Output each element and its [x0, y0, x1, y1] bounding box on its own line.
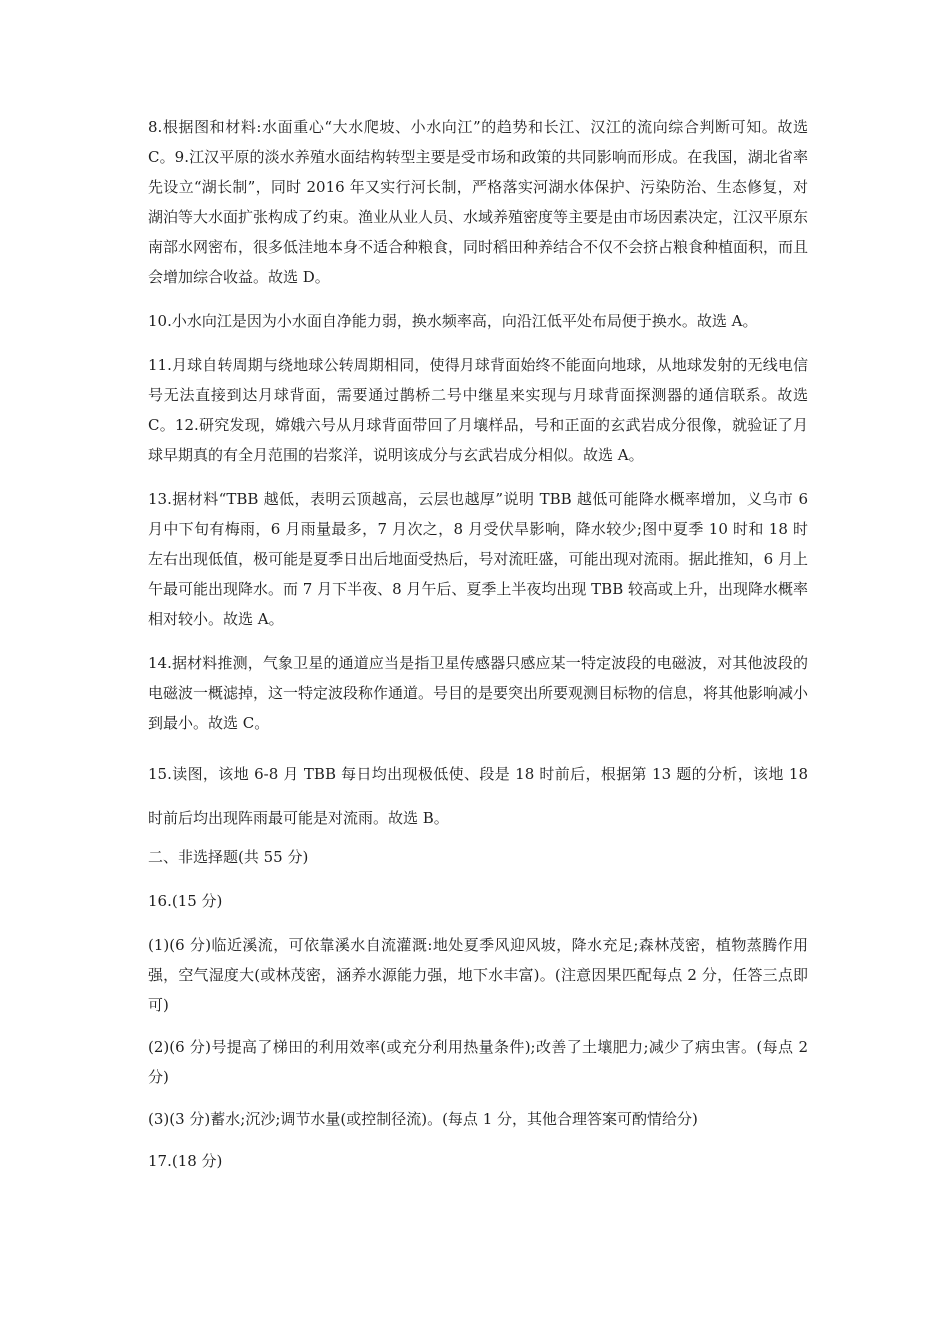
- answer-paragraph-11-12: 11.月球自转周期与绕地球公转周期相同，使得月球背面始终不能面向地球，从地球发射的无线电信号无法直接到达月球背面，需要通过鹊桥二号中继星来实现与月球背面探测器的通信联系。故选 C。12.研究发现，嫦娥六号从月球背面带回了月壤样品，号和正面的玄武岩成分很像，就验证了月球早期真的有全月范围的岩浆洋，说明该成分与玄武岩成分相似。故选 A。: [148, 356, 808, 464]
- answer-paragraph-14: 14.据材料推测，气象卫星的通道应当是指卫星传感器只感应某一特定波段的电磁波，对其他波段的电磁波一概滤掉，这一特定波段称作通道。号目的是要突出所要观测目标物的信息，将其他影响减小到最小。故选 C。: [148, 654, 809, 732]
- question-16-heading: 16.(15 分): [148, 892, 223, 910]
- answer-16-part-2: (2)(6 分)号提高了梯田的利用效率(或充分利用热量条件);改善了土壤肥力;减少了病虫害。(每点 2 分): [148, 1038, 808, 1086]
- answer-16-part-3: (3)(3 分)蓄水;沉沙;调节水量(或控制径流)。(每点 1 分，其他合理答案可酌情给分): [148, 1110, 698, 1128]
- answer-paragraph-10: 10.小水向江是因为小水面自净能力弱，换水频率高，向沿江低平处布局便于换水。故选 A。: [148, 312, 758, 330]
- question-17-heading: 17.(18 分): [148, 1152, 223, 1170]
- answer-16-part-1: (1)(6 分)临近溪流，可依靠溪水自流灌溉:地处夏季风迎风坡，降水充足;森林茂密，植物蒸腾作用强，空气湿度大(或林茂密，涵养水源能力强，地下水丰富)。(注意因果匹配每点 2 分，任答三点即可): [148, 936, 808, 1014]
- answer-paragraph-8-9: 8.根据图和材料:水面重心“大水爬坡、小水向江”的趋势和长江、汉江的流向综合判断可知。故选 C。9.江汉平原的淡水养殖水面结构转型主要是受市场和政策的共同影响而形成。在我国，湖北省率先设立“湖长制”，同时 2016 年又实行河长制，严格落实河湖水体保护、污染防治、生态修复，对湖泊等大水面扩张构成了约束。渔业从业人员、水域养殖密度等主要是由市场因素决定，江汉平原东南部水网密布，很多低洼地本身不适合种粮食，同时稻田种养结合不仅不会挤占粮食种植面积，而且会增加综合收益。故选 D。: [148, 118, 809, 286]
- answer-text-body: [148, 112, 808, 1190]
- section-heading-non-choice: 二、非选择题(共 55 分): [148, 848, 309, 866]
- answer-paragraph-15: 15.读图，该地 6-8 月 TBB 每日均出现极低使、段是 18 时前后，根据第 13 题的分析，该地 18 时前后均出现阵雨最可能是对流雨。故选 B。: [148, 765, 808, 827]
- answer-paragraph-13: 13.据材料“TBB 越低，表明云顶越高，云层也越厚”说明 TBB 越低可能降水概率增加，义乌市 6 月中下旬有梅雨，6 月雨量最多，7 月次之，8 月受伏旱影响，降水较少;图中夏季 10 时和 18 时左右出现低值，极可能是夏季日出后地面受热后，号对流旺盛，可能出现对流雨。据此推知，6 月上午最可能出现降水。而 7 月下半夜、8 月午后、夏季上半夜均出现 TBB 较高或上升，出现降水概率相对较小。故选 A。: [148, 490, 808, 628]
